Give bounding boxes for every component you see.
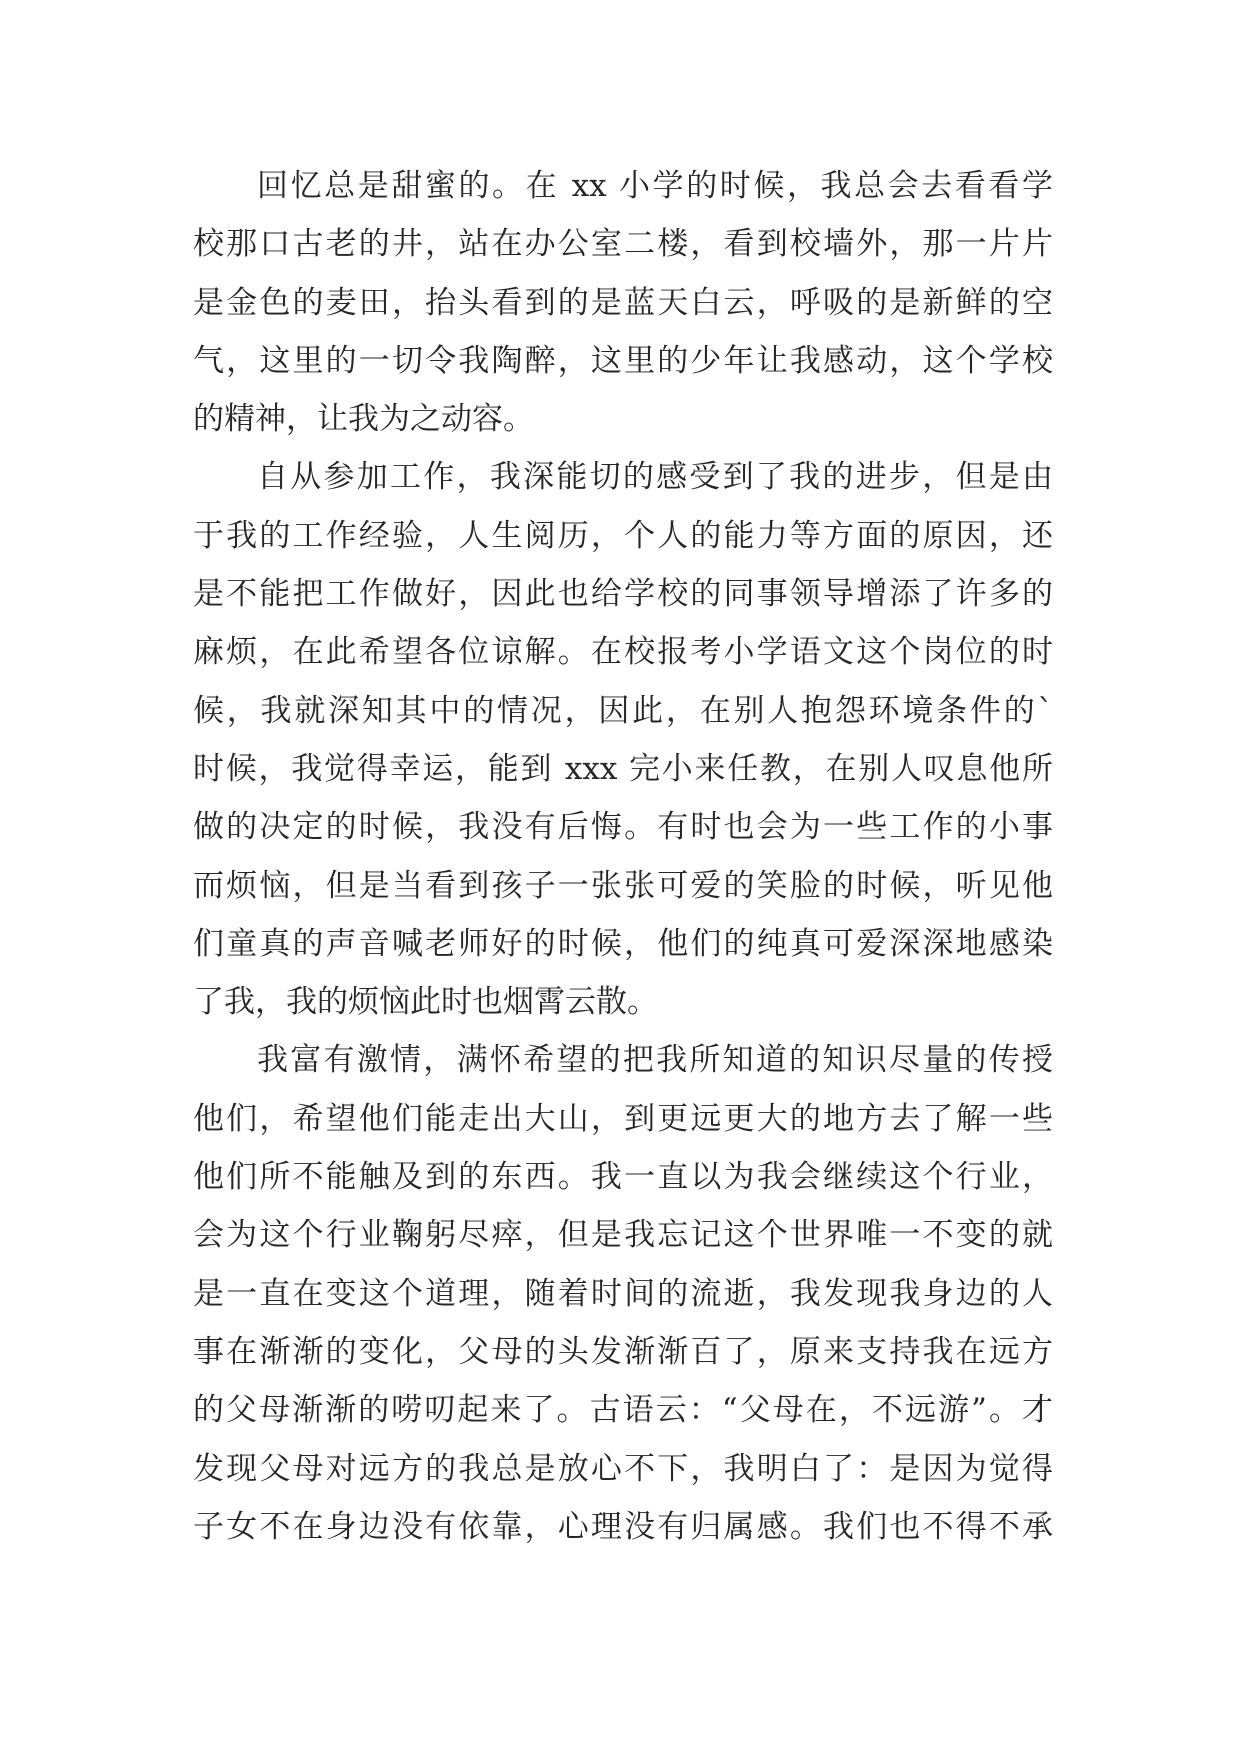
text-line: 麻烦，在此希望各位谅解。在校报考小学语文这个岗位的时 [193, 634, 1053, 671]
text-line: 于我的工作经验，人生阅历，个人的能力等方面的原因，还 [193, 517, 1053, 554]
text-line: 做的决定的时候，我没有后悔。有时也会为一些工作的小事 [193, 809, 1053, 846]
text-line: 回忆总是甜蜜的。在 xx 小学的时候，我总会去看看学 [257, 168, 1053, 204]
text-line: 自从参加工作，我深能切的感受到了我的进步，但是由 [257, 459, 1053, 496]
body-text [193, 157, 1053, 1556]
text-line: 他们，希望他们能走出大山，到更远更大的地方去了解一些 [193, 1100, 1053, 1137]
text-line: 是金色的麦田，抬头看到的是蓝天白云，呼吸的是新鲜的空 [193, 284, 1053, 321]
text-line: 了我，我的烦恼此时也烟霄云散。 [193, 984, 658, 1021]
text-line: 们童真的声音喊老师好的时候，他们的纯真可爱深深地感染 [193, 925, 1053, 962]
text-line: 时候，我觉得幸运，能到 xxx 完小来任教，在别人叹息他所 [193, 750, 1053, 787]
text-line: 事在渐渐的变化，父母的头发渐渐百了，原来支持我在远方 [193, 1333, 1053, 1370]
text-line: 我富有激情，满怀希望的把我所知道的知识尽量的传授 [257, 1042, 1053, 1079]
text-line: 会为这个行业鞠躬尽瘁，但是我忘记这个世界唯一不变的就 [193, 1217, 1053, 1254]
text-line: 他们所不能触及到的东西。我一直以为我会继续这个行业， [193, 1159, 1053, 1196]
text-line: 是不能把工作做好，因此也给学校的同事领导增添了许多的 [193, 576, 1053, 613]
text-line: 而烦恼，但是当看到孩子一张张可爱的笑脸的时候，听见他 [193, 867, 1053, 904]
text-line: 子女不在身边没有依靠，心理没有归属感。我们也不得不承 [193, 1508, 1053, 1545]
text-line: 的精神，让我为之动容。 [193, 401, 534, 438]
text-line: 气，这里的一切令我陶醉，这里的少年让我感动，这个学校 [193, 342, 1053, 379]
text-line: 的父母渐渐的唠叨起来了。古语云：“父母在，不远游”。才 [193, 1392, 1053, 1429]
text-line: 候，我就深知其中的情况，因此，在别人抱怨环境条件的` [193, 692, 1053, 729]
text-line: 校那口古老的井，站在办公室二楼，看到校墙外，那一片片 [193, 226, 1053, 263]
text-line: 发现父母对远方的我总是放心不下，我明白了：是因为觉得 [193, 1450, 1053, 1487]
text-line: 是一直在变这个道理，随着时间的流逝，我发现我身边的人 [193, 1275, 1053, 1312]
